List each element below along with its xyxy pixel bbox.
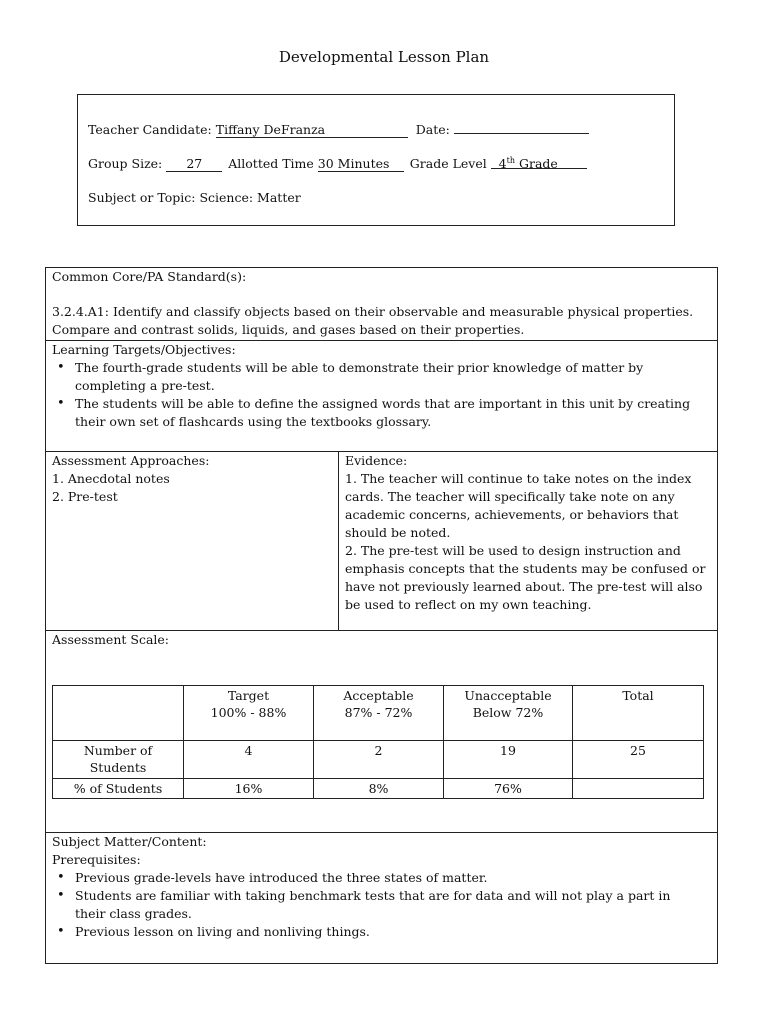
standards-line-2: Compare and contrast solids, liquids, and gases based on their properties.: [52, 322, 525, 337]
standards-line-1: 3.2.4.A1: Identify and classify objects based on their observable and measurable physical properties.: [52, 304, 694, 319]
table-row: [53, 779, 704, 799]
column-range: Below 72%: [472, 705, 544, 720]
assessment-scale-table: [52, 685, 704, 799]
allotted-time-value: 30 Minutes: [318, 157, 404, 172]
assessment-approaches: [52, 452, 332, 506]
table-header-cell: [444, 686, 573, 741]
objective-item: • The fourth-grade students will be able to demonstrate their prior knowledge of matter by completing a pre-test.: [52, 359, 702, 395]
table-header-cell: [184, 686, 314, 741]
grade-level-value: [491, 154, 587, 172]
assessment-heading: Assessment Approaches:: [52, 453, 210, 468]
page-title: Developmental Lesson Plan: [278, 48, 490, 66]
content-heading: Subject Matter/Content:: [52, 834, 207, 849]
prerequisite-item: • Students are familiar with taking benchmark tests that are for data and will not play a part in their class grades.: [52, 887, 702, 923]
table-cell: [53, 686, 184, 741]
allotted-time-label: Allotted Time: [228, 156, 314, 172]
teacher-line: [88, 119, 589, 138]
teacher-label: Teacher Candidate:: [88, 122, 212, 137]
table-cell: 76%: [444, 779, 573, 799]
prerequisites-label: Prerequisites:: [52, 852, 141, 867]
prerequisite-item: • Previous grade-levels have introduced the three states of matter.: [52, 869, 702, 887]
objectives-section: [52, 341, 702, 431]
column-name: Unacceptable: [464, 688, 552, 703]
column-name: Target: [227, 688, 270, 703]
evidence-item: 2. The pre-test will be used to design instruction and emphasis concepts that the students may be confused or have not previously learned about. The pre-test will also be used to reflect on my own teaching.: [345, 543, 706, 612]
date-label: Date:: [415, 122, 450, 137]
content-section: [52, 833, 702, 941]
table-cell: 4: [184, 741, 314, 779]
objectives-heading: Learning Targets/Objectives:: [52, 342, 236, 357]
column-name: Total: [622, 688, 654, 703]
evidence-item: 1. The teacher will continue to take notes on the index cards. The teacher will specifically take note on any academic concerns, achievements, or behaviors that should be noted.: [345, 471, 692, 540]
table-header-cell: [314, 686, 444, 741]
group-line: [88, 154, 587, 172]
table-cell: 25: [573, 741, 704, 779]
grade-level-suffix: th: [506, 156, 515, 165]
table-cell: 2: [314, 741, 444, 779]
table-cell: 8%: [314, 779, 444, 799]
table-header-cell: [573, 686, 704, 741]
subject-value: Science: Matter: [199, 190, 301, 205]
group-size-label: Group Size:: [88, 156, 163, 172]
table-row: [53, 741, 704, 779]
evidence-heading: Evidence:: [345, 453, 408, 468]
table-cell: 16%: [184, 779, 314, 799]
standards-heading: Common Core/PA Standard(s):: [52, 269, 247, 284]
table-cell: 19: [444, 741, 573, 779]
date-value: [454, 119, 589, 134]
column-name: Acceptable: [343, 688, 414, 703]
prerequisite-item: • Previous lesson on living and nonliving things.: [52, 923, 702, 941]
subject-line: [88, 190, 301, 205]
column-range: 100% - 88%: [210, 705, 287, 720]
grade-level-number: 4: [498, 156, 507, 172]
row-label: Number of Students: [53, 741, 184, 779]
row-label: % of Students: [53, 779, 184, 799]
divider: [338, 451, 339, 631]
grade-level-label: Grade Level: [409, 156, 487, 172]
objective-item: • The students will be able to define the assigned words that are important in this unit by creating their own set of flashcards using the textbooks glossary.: [52, 395, 702, 431]
group-size-value: 27: [166, 157, 222, 172]
table-row: [53, 686, 704, 741]
table-cell: [573, 779, 704, 799]
grade-level-word: Grade: [518, 156, 558, 172]
evidence-section: [345, 452, 710, 614]
column-range: 87% - 72%: [344, 705, 413, 720]
lesson-header-box: [77, 94, 675, 226]
teacher-value: Tiffany DeFranza: [216, 123, 408, 138]
assessment-item: 1. Anecdotal notes: [52, 471, 170, 486]
standards-section: [52, 268, 712, 339]
subject-label: Subject or Topic:: [88, 190, 196, 205]
assessment-item: 2. Pre-test: [52, 489, 118, 504]
assessment-scale-heading: Assessment Scale:: [52, 632, 170, 647]
